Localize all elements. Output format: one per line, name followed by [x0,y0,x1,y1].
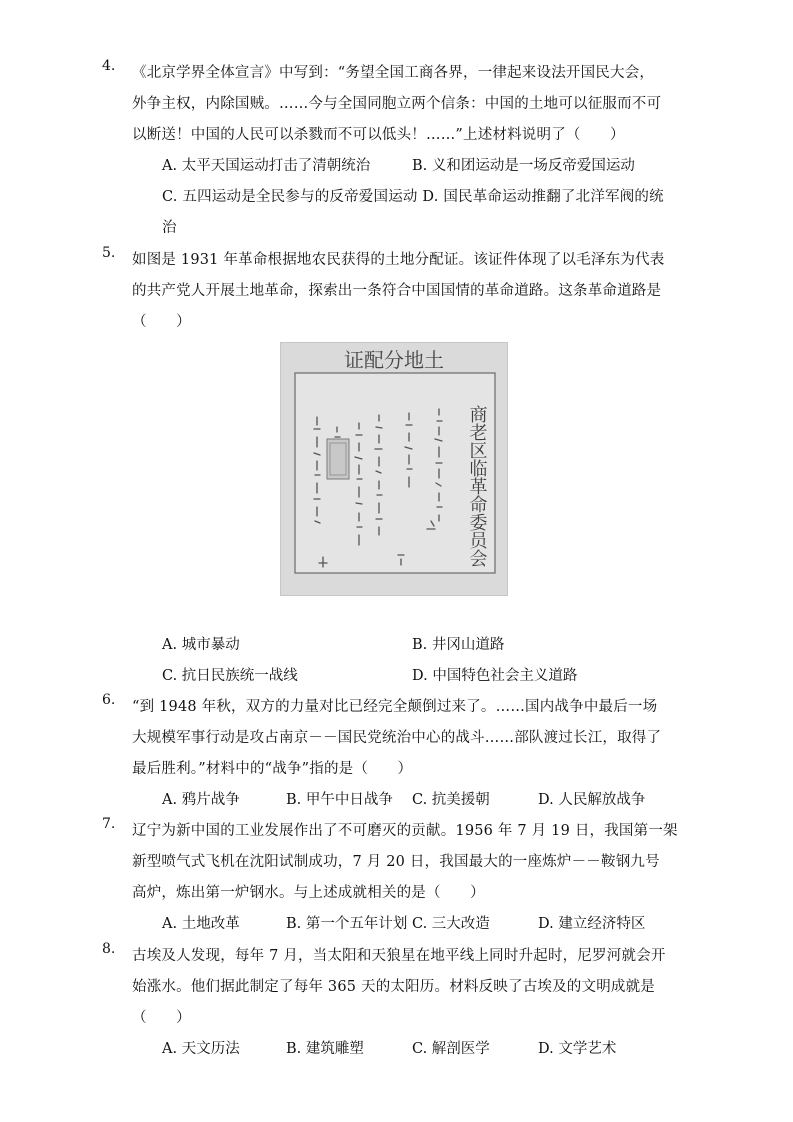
option-a[interactable]: A. 天文历法 [162,1041,240,1057]
land-certificate-drawing [281,343,507,595]
option-c[interactable]: C. 三大改造 [412,916,490,932]
question-text-line: 辽宁为新中国的工业发展作出了不可磨灭的贡献。1956 年 7 月 19 日，我国第一架 [132,823,678,839]
options-row [132,661,672,692]
question-number: 7. [102,816,116,832]
question-text-line: “到 1948 年秋，双方的力量对比已经完全颠倒过来了。……国内战争中最后一场 [132,699,658,715]
question-text-line: 的共产党人开展土地革命，探索出一条符合中国国情的革命道路。这条革命道路是 [132,283,662,299]
question-text-line: 《北京学界全体宣言》中写到：“务望全国工商各界，一律起来设法开国民大会， [132,65,655,81]
option-b[interactable]: B. 第一个五年计划 [286,916,408,932]
option-a[interactable]: A. 太平天国运动打击了清朝统治 [162,158,371,174]
option-c[interactable]: C. 抗日民族统一战线 [162,668,298,684]
option-a[interactable]: A. 城市暴动 [162,637,240,653]
question-5 [102,245,672,338]
option-b[interactable]: B. 建筑雕塑 [286,1041,364,1057]
question-text-line: 如图是 1931 年革命根据地农民获得的土地分配证。该证件体现了以毛泽东为代表 [132,252,665,268]
options-row [132,909,672,940]
question-number: 4. [102,58,116,74]
option-b[interactable]: B. 甲午中日战争 [286,792,393,808]
question-text-line: 新型喷气式飞机在沈阳试制成功，7 月 20 日，我国最大的一座炼炉－－鞍钢九号 [132,854,660,870]
question-5-options [132,630,672,692]
question-text-line: 以断送！中国的人民可以杀戮而不可以低头！……”上述材料说明了（ ） [132,127,625,143]
option-a[interactable]: A. 鸦片战争 [162,792,240,808]
question-text-line: 高炉，炼出第一炉钢水。与上述成就相关的是（ ） [132,885,485,901]
land-certificate-image [280,342,508,596]
options-row [132,630,672,661]
question-text-line: （ ） [132,1010,191,1026]
question-text-line: 大规模军事行动是攻占南京－－国民党统治中心的战斗……部队渡过长江，取得了 [132,730,662,746]
options-row [132,1034,672,1065]
question-text-line: 最后胜利。”材料中的“战争”指的是（ ） [132,761,413,777]
certificate-stamp-text: 商老区临革命委员会 [466,405,488,567]
certificate-title: 证配分地土 [344,348,444,372]
option-c-d[interactable]: C. 五四运动是全民参与的反帝爱国运动 D. 国民革命运动推翻了北洋军阀的统 [162,189,664,205]
option-b[interactable]: B. 井冈山道路 [412,637,505,653]
options-row [132,151,672,182]
question-number: 8. [102,941,116,957]
option-c[interactable]: C. 抗美援朝 [412,792,490,808]
question-6 [102,692,672,816]
option-d[interactable]: D. 建立经济特区 [538,916,646,932]
option-b[interactable]: B. 义和团运动是一场反帝爱国运动 [412,158,635,174]
option-d[interactable]: D. 文学艺术 [538,1041,617,1057]
options-row [132,785,672,816]
question-text-line: 始涨水。他们据此制定了每年 365 天的太阳历。材料反映了古埃及的文明成就是 [132,979,655,995]
question-number: 5. [102,245,116,261]
question-text-line: （ ） [132,314,191,330]
question-8 [102,941,672,1065]
question-number: 6. [102,692,116,708]
question-7 [102,816,678,940]
question-4 [102,58,672,244]
option-d[interactable]: D. 人民解放战争 [538,792,646,808]
option-d[interactable]: D. 中国特色社会主义道路 [412,668,578,684]
question-text-line: 外争主权，内除国贼。……今与全国同胞立两个信条：中国的土地可以征服而不可 [132,96,662,112]
question-text-line: 古埃及人发现，每年 7 月，当太阳和天狼星在地平线上同时升起时，尼罗河就会开 [132,948,666,964]
option-d-continued: 治 [162,220,177,236]
option-a[interactable]: A. 土地改革 [162,916,240,932]
option-c[interactable]: C. 解剖医学 [412,1041,490,1057]
